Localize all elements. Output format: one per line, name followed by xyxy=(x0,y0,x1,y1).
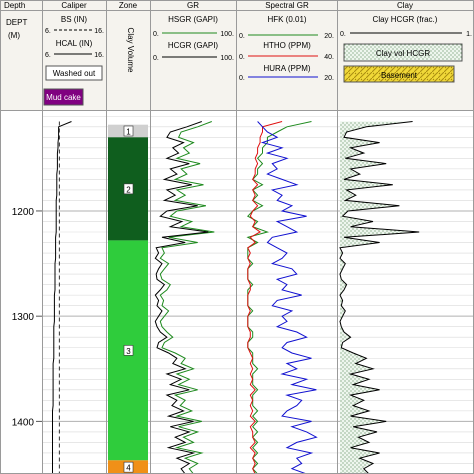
gr-curve-hsgr-max: 100. xyxy=(220,31,234,38)
zone-label: 3 xyxy=(126,346,131,356)
gr-curve-hcgr-label: HCGR (GAPI) xyxy=(167,41,219,50)
spectral-curve-hura-max: 20. xyxy=(324,75,334,82)
gr-curve-hsgr-label: HSGR (GAPI) xyxy=(168,15,218,24)
clay-vol-legend-label: Clay vol HCGR xyxy=(375,49,431,58)
caliper-curve-hcal-label: HCAL (IN) xyxy=(55,39,93,48)
spectral-curve-htho-label: HTHO (PPM) xyxy=(263,41,311,50)
spectral-curve-hfk-max: 20. xyxy=(324,33,334,40)
clay-curve-label: Clay HCGR (frac.) xyxy=(372,15,438,24)
gr-curve-hcgr-min: 0. xyxy=(153,55,159,62)
spectral-curve-htho-min: 0. xyxy=(239,54,245,61)
caliper-curve-bs-min: 6. xyxy=(45,28,51,35)
caliper-curve-hcal-min: 6. xyxy=(45,52,51,59)
caliper-curve-hcal-max: 16. xyxy=(94,52,104,59)
depth-tick-label: 1400 xyxy=(11,417,34,429)
depth-unit: (M) xyxy=(8,31,20,40)
caliper-curve-bs-label: BS (IN) xyxy=(60,15,88,24)
depth-track-title: Depth xyxy=(4,1,26,10)
gr-track-title: GR xyxy=(187,1,199,10)
caliper-track-title: Caliper xyxy=(61,1,87,10)
spectral-curve-hfk-min: 0. xyxy=(239,33,245,40)
zone-track-fills xyxy=(108,125,148,474)
zone-label: 2 xyxy=(126,185,131,195)
clay-track-title: Clay xyxy=(396,1,414,10)
spectral-curve-hfk-label: HFK (0.01) xyxy=(267,15,307,24)
spectral-curve-hura-min: 0. xyxy=(239,75,245,82)
clay-curve-max: 1. xyxy=(466,31,472,38)
spectral-track-title: Spectral GR xyxy=(265,1,309,10)
mud-cake-legend-label: Mud cake xyxy=(46,93,81,102)
caliper-curve-bs-max: 16. xyxy=(94,28,104,35)
clay-curve-min: 0. xyxy=(340,31,346,38)
depth-unit-label: DEPT xyxy=(6,18,28,27)
spectral-curve-htho-max: 40. xyxy=(324,54,334,61)
zone-label: 1 xyxy=(126,127,131,137)
basement-legend-label: Basement xyxy=(380,71,418,80)
spectral-curve-hura-label: HURA (PPM) xyxy=(263,64,311,73)
depth-tick-label: 1200 xyxy=(11,206,34,218)
zone-track-subtitle: Clay Volume xyxy=(126,27,135,73)
depth-tick-label: 1300 xyxy=(11,312,34,324)
gr-curve-hsgr-min: 0. xyxy=(153,31,159,38)
washed-out-legend-label: Washed out xyxy=(52,69,96,78)
zone-track-title: Zone xyxy=(118,1,138,10)
zone-label: 4 xyxy=(126,463,131,473)
gr-curve-hcgr-max: 100. xyxy=(220,55,234,62)
